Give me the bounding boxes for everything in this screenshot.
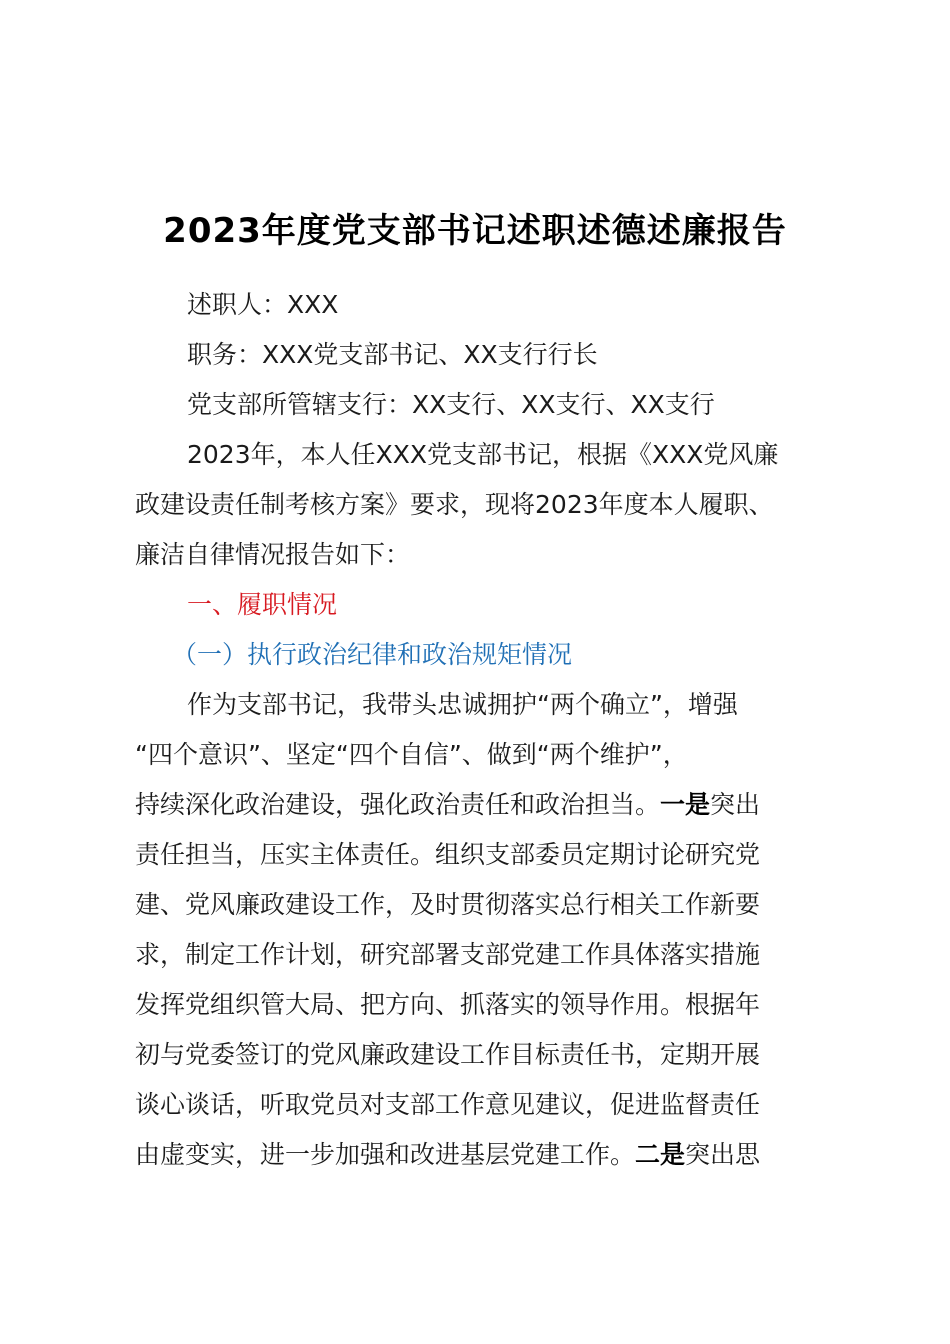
intro-line-3: 廉洁自律情况报告如下： <box>135 540 411 569</box>
body-line-10-text: 由虚变实，进一步加强和改进基层党建工作。 <box>135 1140 636 1169</box>
body-line-3 <box>135 785 835 825</box>
reporter-line: 述职人：XXX <box>187 290 339 319</box>
emphasis-first: 一是 <box>660 790 711 819</box>
body-line-3-text: 持续深化政治建设，强化政治责任和政治担当。 <box>135 790 661 819</box>
subsection-heading-1: （一）执行政治纪律和政治规矩情况 <box>172 640 573 669</box>
body-line-4: 责任担当，压实主体责任。组织支部委员定期讨论研究党 <box>135 840 761 869</box>
body-line-1: 作为支部书记，我带头忠诚拥护“两个确立”，增强 <box>187 690 738 719</box>
position-line: 职务：XXX党支部书记、XX支行行长 <box>187 340 598 369</box>
body-line-5: 建、党风廉政建设工作，及时贯彻落实总行相关工作新要 <box>135 890 761 919</box>
body-line-6: 求，制定工作计划，研究部署支部党建工作具体落实措施 <box>135 940 761 969</box>
branches-line: 党支部所管辖支行：XX支行、XX支行、XX支行 <box>187 390 715 419</box>
body-line-9: 谈心谈话，听取党员对支部工作意见建议，促进监督责任 <box>135 1090 761 1119</box>
body-line-7: 发挥党组织管大局、把方向、抓落实的领导作用。根据年 <box>135 990 761 1019</box>
intro-line-2: 政建设责任制考核方案》要求，现将2023年度本人履职、 <box>135 490 774 519</box>
body-line-3-tail: 突出 <box>710 790 761 819</box>
emphasis-second: 二是 <box>635 1140 686 1169</box>
document-title: 2023年度党支部书记述职述德述廉报告 <box>163 211 787 251</box>
section-heading-1: 一、履职情况 <box>187 590 338 619</box>
body-line-8: 初与党委签订的党风廉政建设工作目标责任书，定期开展 <box>135 1040 761 1069</box>
body-line-10 <box>135 1135 835 1175</box>
body-line-2: “四个意识”、坚定“四个自信”、做到“两个维护”， <box>135 740 688 769</box>
intro-line-1: 2023年，本人任XXX党支部书记，根据《XXX党风廉 <box>187 440 779 469</box>
body-line-10-tail: 突出思 <box>685 1140 761 1169</box>
